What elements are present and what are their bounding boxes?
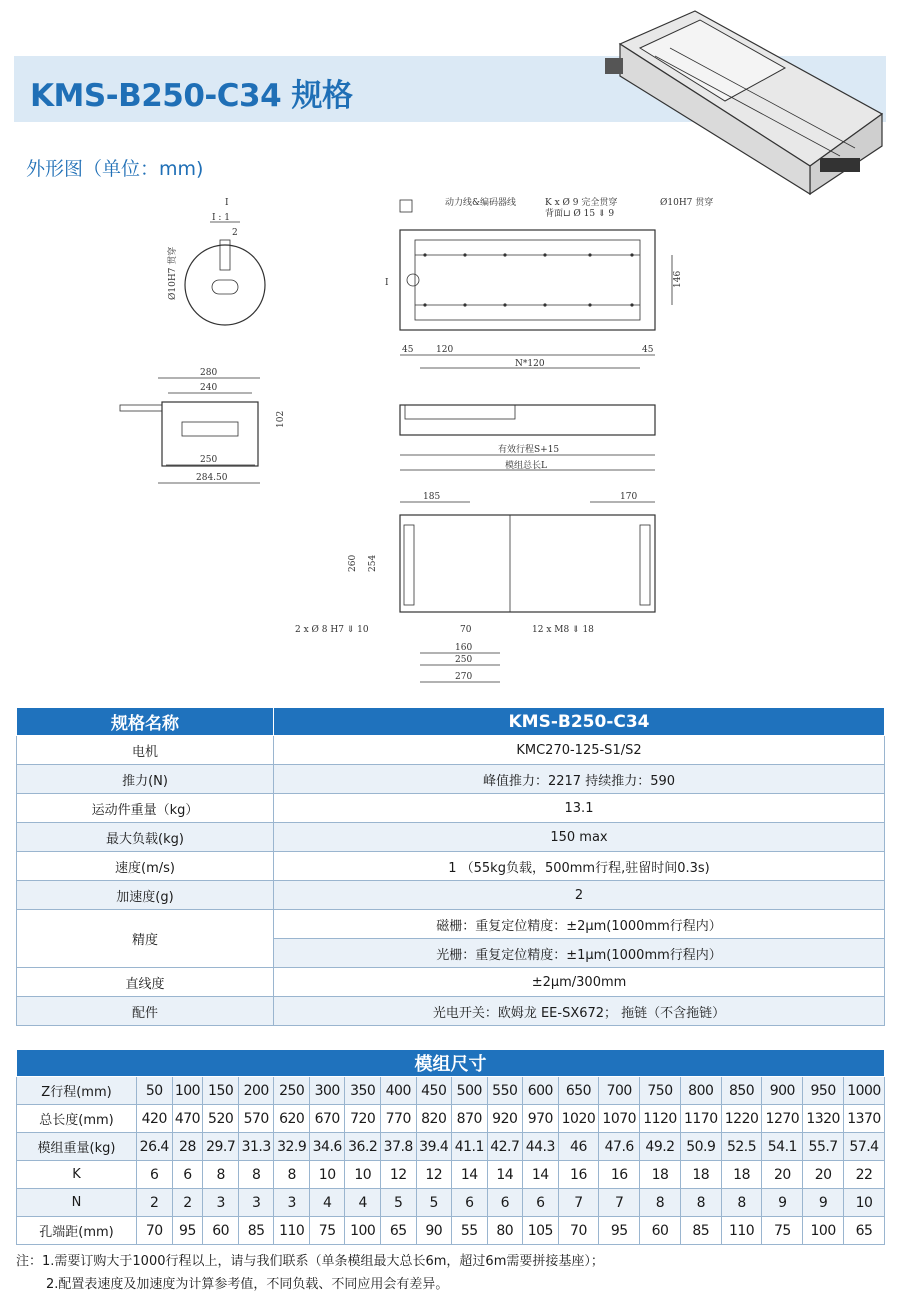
dims-cell: 1070 bbox=[599, 1105, 640, 1133]
dims-cell: 5 bbox=[416, 1189, 452, 1217]
dims-cell: 16 bbox=[599, 1161, 640, 1189]
dims-cell: 10 bbox=[345, 1161, 381, 1189]
spec-value: 13.1 bbox=[274, 794, 885, 823]
dim-label: 170 bbox=[620, 492, 638, 502]
dims-cell: 70 bbox=[137, 1217, 173, 1245]
spec-value: 光电开关：欧姆龙 EE-SX672； 拖链（不含拖链） bbox=[274, 997, 885, 1026]
dims-cell: 37.8 bbox=[380, 1133, 416, 1161]
dims-cell: 2 bbox=[137, 1189, 173, 1217]
dims-cell: 1170 bbox=[680, 1105, 721, 1133]
table-row bbox=[17, 852, 885, 881]
dims-row-label: Z行程(mm) bbox=[17, 1077, 137, 1105]
dims-cell: 57.4 bbox=[844, 1133, 885, 1161]
dim-label: 270 bbox=[455, 672, 473, 682]
dims-cell: 300 bbox=[309, 1077, 345, 1105]
dims-cell: 9 bbox=[762, 1189, 803, 1217]
spec-value: KMC270-125-S1/S2 bbox=[274, 736, 885, 765]
dims-cell: 49.2 bbox=[640, 1133, 681, 1161]
table-row bbox=[17, 1105, 885, 1133]
dims-cell: 36.2 bbox=[345, 1133, 381, 1161]
dim-label: K x Ø 9 完全贯穿 bbox=[545, 198, 618, 208]
dims-cell: 47.6 bbox=[599, 1133, 640, 1161]
note-2: 2.配置表速度及加速度为计算参考值，不同负载、不同应用会有差异。 bbox=[46, 1277, 449, 1292]
dims-cell: 4 bbox=[309, 1189, 345, 1217]
dims-cell: 44.3 bbox=[523, 1133, 559, 1161]
dims-cell: 52.5 bbox=[721, 1133, 762, 1161]
dims-cell: 450 bbox=[416, 1077, 452, 1105]
dim-label: 280 bbox=[200, 368, 218, 378]
dims-cell: 105 bbox=[523, 1217, 559, 1245]
dims-cell: 14 bbox=[523, 1161, 559, 1189]
dims-cell: 200 bbox=[238, 1077, 274, 1105]
note-1: 注：1.需要订购大于1000行程以上，请与我们联系（单条模组最大总长6m，超过6m需要拼接基座）； bbox=[16, 1254, 604, 1269]
table-row bbox=[17, 881, 885, 910]
dim-label: 模组总长L bbox=[505, 461, 547, 471]
spec-value: 光栅：重复定位精度：±1μm(1000mm行程内） bbox=[274, 939, 885, 968]
dim-label: 背面⊔ Ø 15 ⇓ 9 bbox=[545, 209, 615, 219]
dims-cell: 20 bbox=[762, 1161, 803, 1189]
dims-cell: 950 bbox=[803, 1077, 844, 1105]
dims-cell: 46 bbox=[558, 1133, 599, 1161]
dims-cell: 5 bbox=[380, 1189, 416, 1217]
dims-cell: 2 bbox=[172, 1189, 203, 1217]
spec-label: 最大负载(kg) bbox=[17, 823, 274, 852]
dim-label: Ø10H7 贯穿 bbox=[168, 246, 178, 300]
dims-cell: 14 bbox=[452, 1161, 488, 1189]
dim-label: 45 bbox=[402, 345, 414, 355]
dims-cell: 41.1 bbox=[452, 1133, 488, 1161]
drawing-subtitle: 外形图（单位：mm) bbox=[26, 158, 204, 180]
dims-cell: 150 bbox=[203, 1077, 239, 1105]
dims-cell: 850 bbox=[721, 1077, 762, 1105]
spec-label: 配件 bbox=[17, 997, 274, 1026]
dims-cell: 720 bbox=[345, 1105, 381, 1133]
dims-cell: 85 bbox=[680, 1217, 721, 1245]
dims-cell: 570 bbox=[238, 1105, 274, 1133]
dims-cell: 7 bbox=[558, 1189, 599, 1217]
dim-label: 240 bbox=[200, 383, 218, 393]
table-row bbox=[17, 765, 885, 794]
dims-row-label: 总长度(mm) bbox=[17, 1105, 137, 1133]
dim-label: 12 x M8 ⇓ 18 bbox=[532, 625, 594, 635]
spec-value: 1 （55kg负载，500mm行程,驻留时间0.3s) bbox=[274, 852, 885, 881]
dims-cell: 250 bbox=[274, 1077, 310, 1105]
dims-cell: 95 bbox=[172, 1217, 203, 1245]
dims-cell: 6 bbox=[487, 1189, 523, 1217]
dims-cell: 1270 bbox=[762, 1105, 803, 1133]
dims-cell: 900 bbox=[762, 1077, 803, 1105]
dims-cell: 100 bbox=[803, 1217, 844, 1245]
dim-label: 45 bbox=[642, 345, 654, 355]
dims-cell: 22 bbox=[844, 1161, 885, 1189]
dims-cell: 8 bbox=[203, 1161, 239, 1189]
dim-label: 160 bbox=[455, 643, 473, 653]
dims-cell: 8 bbox=[680, 1189, 721, 1217]
dims-cell: 820 bbox=[416, 1105, 452, 1133]
table-row bbox=[17, 1161, 885, 1189]
dim-label: 2 x Ø 8 H7 ⇓ 10 bbox=[295, 625, 369, 635]
table-row bbox=[17, 794, 885, 823]
dim-label: Ø10H7 贯穿 bbox=[660, 198, 714, 208]
table-row bbox=[17, 1189, 885, 1217]
dims-cell: 18 bbox=[640, 1161, 681, 1189]
dims-row-label: 模组重量(kg) bbox=[17, 1133, 137, 1161]
notes bbox=[16, 1250, 604, 1296]
dims-cell: 110 bbox=[721, 1217, 762, 1245]
spec-value: 2 bbox=[274, 881, 885, 910]
dims-cell: 60 bbox=[640, 1217, 681, 1245]
dims-cell: 3 bbox=[274, 1189, 310, 1217]
dims-cell: 920 bbox=[487, 1105, 523, 1133]
dims-cell: 85 bbox=[238, 1217, 274, 1245]
table-row bbox=[17, 1217, 885, 1245]
dims-cell: 9 bbox=[803, 1189, 844, 1217]
dims-cell: 75 bbox=[309, 1217, 345, 1245]
spec-label: 电机 bbox=[17, 736, 274, 765]
dims-cell: 650 bbox=[558, 1077, 599, 1105]
spec-value: 150 max bbox=[274, 823, 885, 852]
dim-label: 动力线&编码器线 bbox=[445, 198, 517, 208]
dims-cell: 600 bbox=[523, 1077, 559, 1105]
dims-cell: 26.4 bbox=[137, 1133, 173, 1161]
dims-cell: 1120 bbox=[640, 1105, 681, 1133]
dims-cell: 34.6 bbox=[309, 1133, 345, 1161]
dims-cell: 1320 bbox=[803, 1105, 844, 1133]
dims-cell: 32.9 bbox=[274, 1133, 310, 1161]
dims-cell: 80 bbox=[487, 1217, 523, 1245]
spec-value: ±2μm/300mm bbox=[274, 968, 885, 997]
dims-cell: 6 bbox=[523, 1189, 559, 1217]
spec-label: 直线度 bbox=[17, 968, 274, 997]
dims-cell: 800 bbox=[680, 1077, 721, 1105]
dim-label: I bbox=[385, 278, 389, 288]
dims-cell: 620 bbox=[274, 1105, 310, 1133]
dims-cell: 1000 bbox=[844, 1077, 885, 1105]
dim-label: 70 bbox=[460, 625, 472, 635]
dims-cell: 670 bbox=[309, 1105, 345, 1133]
dims-cell: 6 bbox=[172, 1161, 203, 1189]
dims-cell: 100 bbox=[172, 1077, 203, 1105]
dims-row-label: K bbox=[17, 1161, 137, 1189]
dims-cell: 4 bbox=[345, 1189, 381, 1217]
dims-cell: 29.7 bbox=[203, 1133, 239, 1161]
dims-cell: 500 bbox=[452, 1077, 488, 1105]
dims-cell: 16 bbox=[558, 1161, 599, 1189]
table-row bbox=[17, 736, 885, 765]
dims-cell: 1370 bbox=[844, 1105, 885, 1133]
spec-value: 磁栅：重复定位精度：±2μm(1000mm行程内） bbox=[274, 910, 885, 939]
spec-label: 速度(m/s) bbox=[17, 852, 274, 881]
dims-header: 模组尺寸 bbox=[17, 1050, 885, 1077]
dims-cell: 60 bbox=[203, 1217, 239, 1245]
dims-cell: 550 bbox=[487, 1077, 523, 1105]
dims-cell: 8 bbox=[238, 1161, 274, 1189]
dim-label: 146 bbox=[673, 270, 683, 288]
dims-cell: 42.7 bbox=[487, 1133, 523, 1161]
dims-cell: 70 bbox=[558, 1217, 599, 1245]
page-title: KMS-B250-C34 规格 bbox=[30, 78, 353, 114]
dims-cell: 65 bbox=[380, 1217, 416, 1245]
dim-label: 120 bbox=[436, 345, 454, 355]
spec-label: 精度 bbox=[17, 910, 274, 968]
dims-cell: 770 bbox=[380, 1105, 416, 1133]
dim-label: 有效行程S+15 bbox=[498, 445, 560, 455]
dims-cell: 970 bbox=[523, 1105, 559, 1133]
dim-label: I : 1 bbox=[212, 213, 231, 223]
dims-cell: 8 bbox=[721, 1189, 762, 1217]
dim-label: 102 bbox=[276, 410, 286, 428]
dim-label: N*120 bbox=[515, 359, 545, 369]
dims-cell: 95 bbox=[599, 1217, 640, 1245]
dims-cell: 75 bbox=[762, 1217, 803, 1245]
dims-cell: 750 bbox=[640, 1077, 681, 1105]
spec-label: 推力(N) bbox=[17, 765, 274, 794]
dims-cell: 55.7 bbox=[803, 1133, 844, 1161]
dims-cell: 1020 bbox=[558, 1105, 599, 1133]
dim-label: 185 bbox=[423, 492, 441, 502]
dim-label: 250 bbox=[200, 455, 218, 465]
dims-cell: 8 bbox=[640, 1189, 681, 1217]
dims-cell: 31.3 bbox=[238, 1133, 274, 1161]
dims-cell: 90 bbox=[416, 1217, 452, 1245]
dims-cell: 700 bbox=[599, 1077, 640, 1105]
table-row bbox=[17, 823, 885, 852]
spec-value: 峰值推力：2217 持续推力：590 bbox=[274, 765, 885, 794]
spec-header-left: 规格名称 bbox=[17, 708, 274, 736]
dims-row-label: 孔端距(mm) bbox=[17, 1217, 137, 1245]
dims-cell: 870 bbox=[452, 1105, 488, 1133]
dims-cell: 12 bbox=[416, 1161, 452, 1189]
dims-cell: 10 bbox=[844, 1189, 885, 1217]
dims-cell: 14 bbox=[487, 1161, 523, 1189]
dim-label: 254 bbox=[368, 554, 378, 572]
dims-cell: 8 bbox=[274, 1161, 310, 1189]
spec-label: 运动件重量（kg） bbox=[17, 794, 274, 823]
dim-label: I bbox=[225, 198, 229, 208]
dims-cell: 18 bbox=[680, 1161, 721, 1189]
dims-cell: 28 bbox=[172, 1133, 203, 1161]
dims-cell: 50.9 bbox=[680, 1133, 721, 1161]
dims-cell: 55 bbox=[452, 1217, 488, 1245]
spec-header-right: KMS-B250-C34 bbox=[274, 708, 885, 736]
dims-cell: 1220 bbox=[721, 1105, 762, 1133]
dim-label: 2 bbox=[232, 228, 238, 238]
dims-cell: 6 bbox=[137, 1161, 173, 1189]
dims-cell: 12 bbox=[380, 1161, 416, 1189]
table-row bbox=[17, 1133, 885, 1161]
dims-cell: 6 bbox=[452, 1189, 488, 1217]
dims-cell: 65 bbox=[844, 1217, 885, 1245]
dims-cell: 20 bbox=[803, 1161, 844, 1189]
dims-cell: 3 bbox=[203, 1189, 239, 1217]
table-row bbox=[17, 1077, 885, 1105]
dims-cell: 470 bbox=[172, 1105, 203, 1133]
spec-label: 加速度(g) bbox=[17, 881, 274, 910]
spec-table bbox=[16, 707, 885, 1026]
dims-cell: 10 bbox=[309, 1161, 345, 1189]
module-dimension-table bbox=[16, 1049, 885, 1245]
dims-cell: 50 bbox=[137, 1077, 173, 1105]
table-row bbox=[17, 997, 885, 1026]
dims-cell: 3 bbox=[238, 1189, 274, 1217]
dim-label: 260 bbox=[348, 554, 358, 572]
dim-label: 250 bbox=[455, 655, 473, 665]
dim-label: 284.50 bbox=[196, 473, 228, 483]
dims-cell: 39.4 bbox=[416, 1133, 452, 1161]
dims-cell: 400 bbox=[380, 1077, 416, 1105]
dims-cell: 54.1 bbox=[762, 1133, 803, 1161]
dims-cell: 100 bbox=[345, 1217, 381, 1245]
dims-cell: 110 bbox=[274, 1217, 310, 1245]
dims-cell: 350 bbox=[345, 1077, 381, 1105]
dims-cell: 420 bbox=[137, 1105, 173, 1133]
table-row bbox=[17, 910, 885, 939]
dims-cell: 18 bbox=[721, 1161, 762, 1189]
dims-cell: 7 bbox=[599, 1189, 640, 1217]
table-row bbox=[17, 968, 885, 997]
dims-row-label: N bbox=[17, 1189, 137, 1217]
dims-cell: 520 bbox=[203, 1105, 239, 1133]
